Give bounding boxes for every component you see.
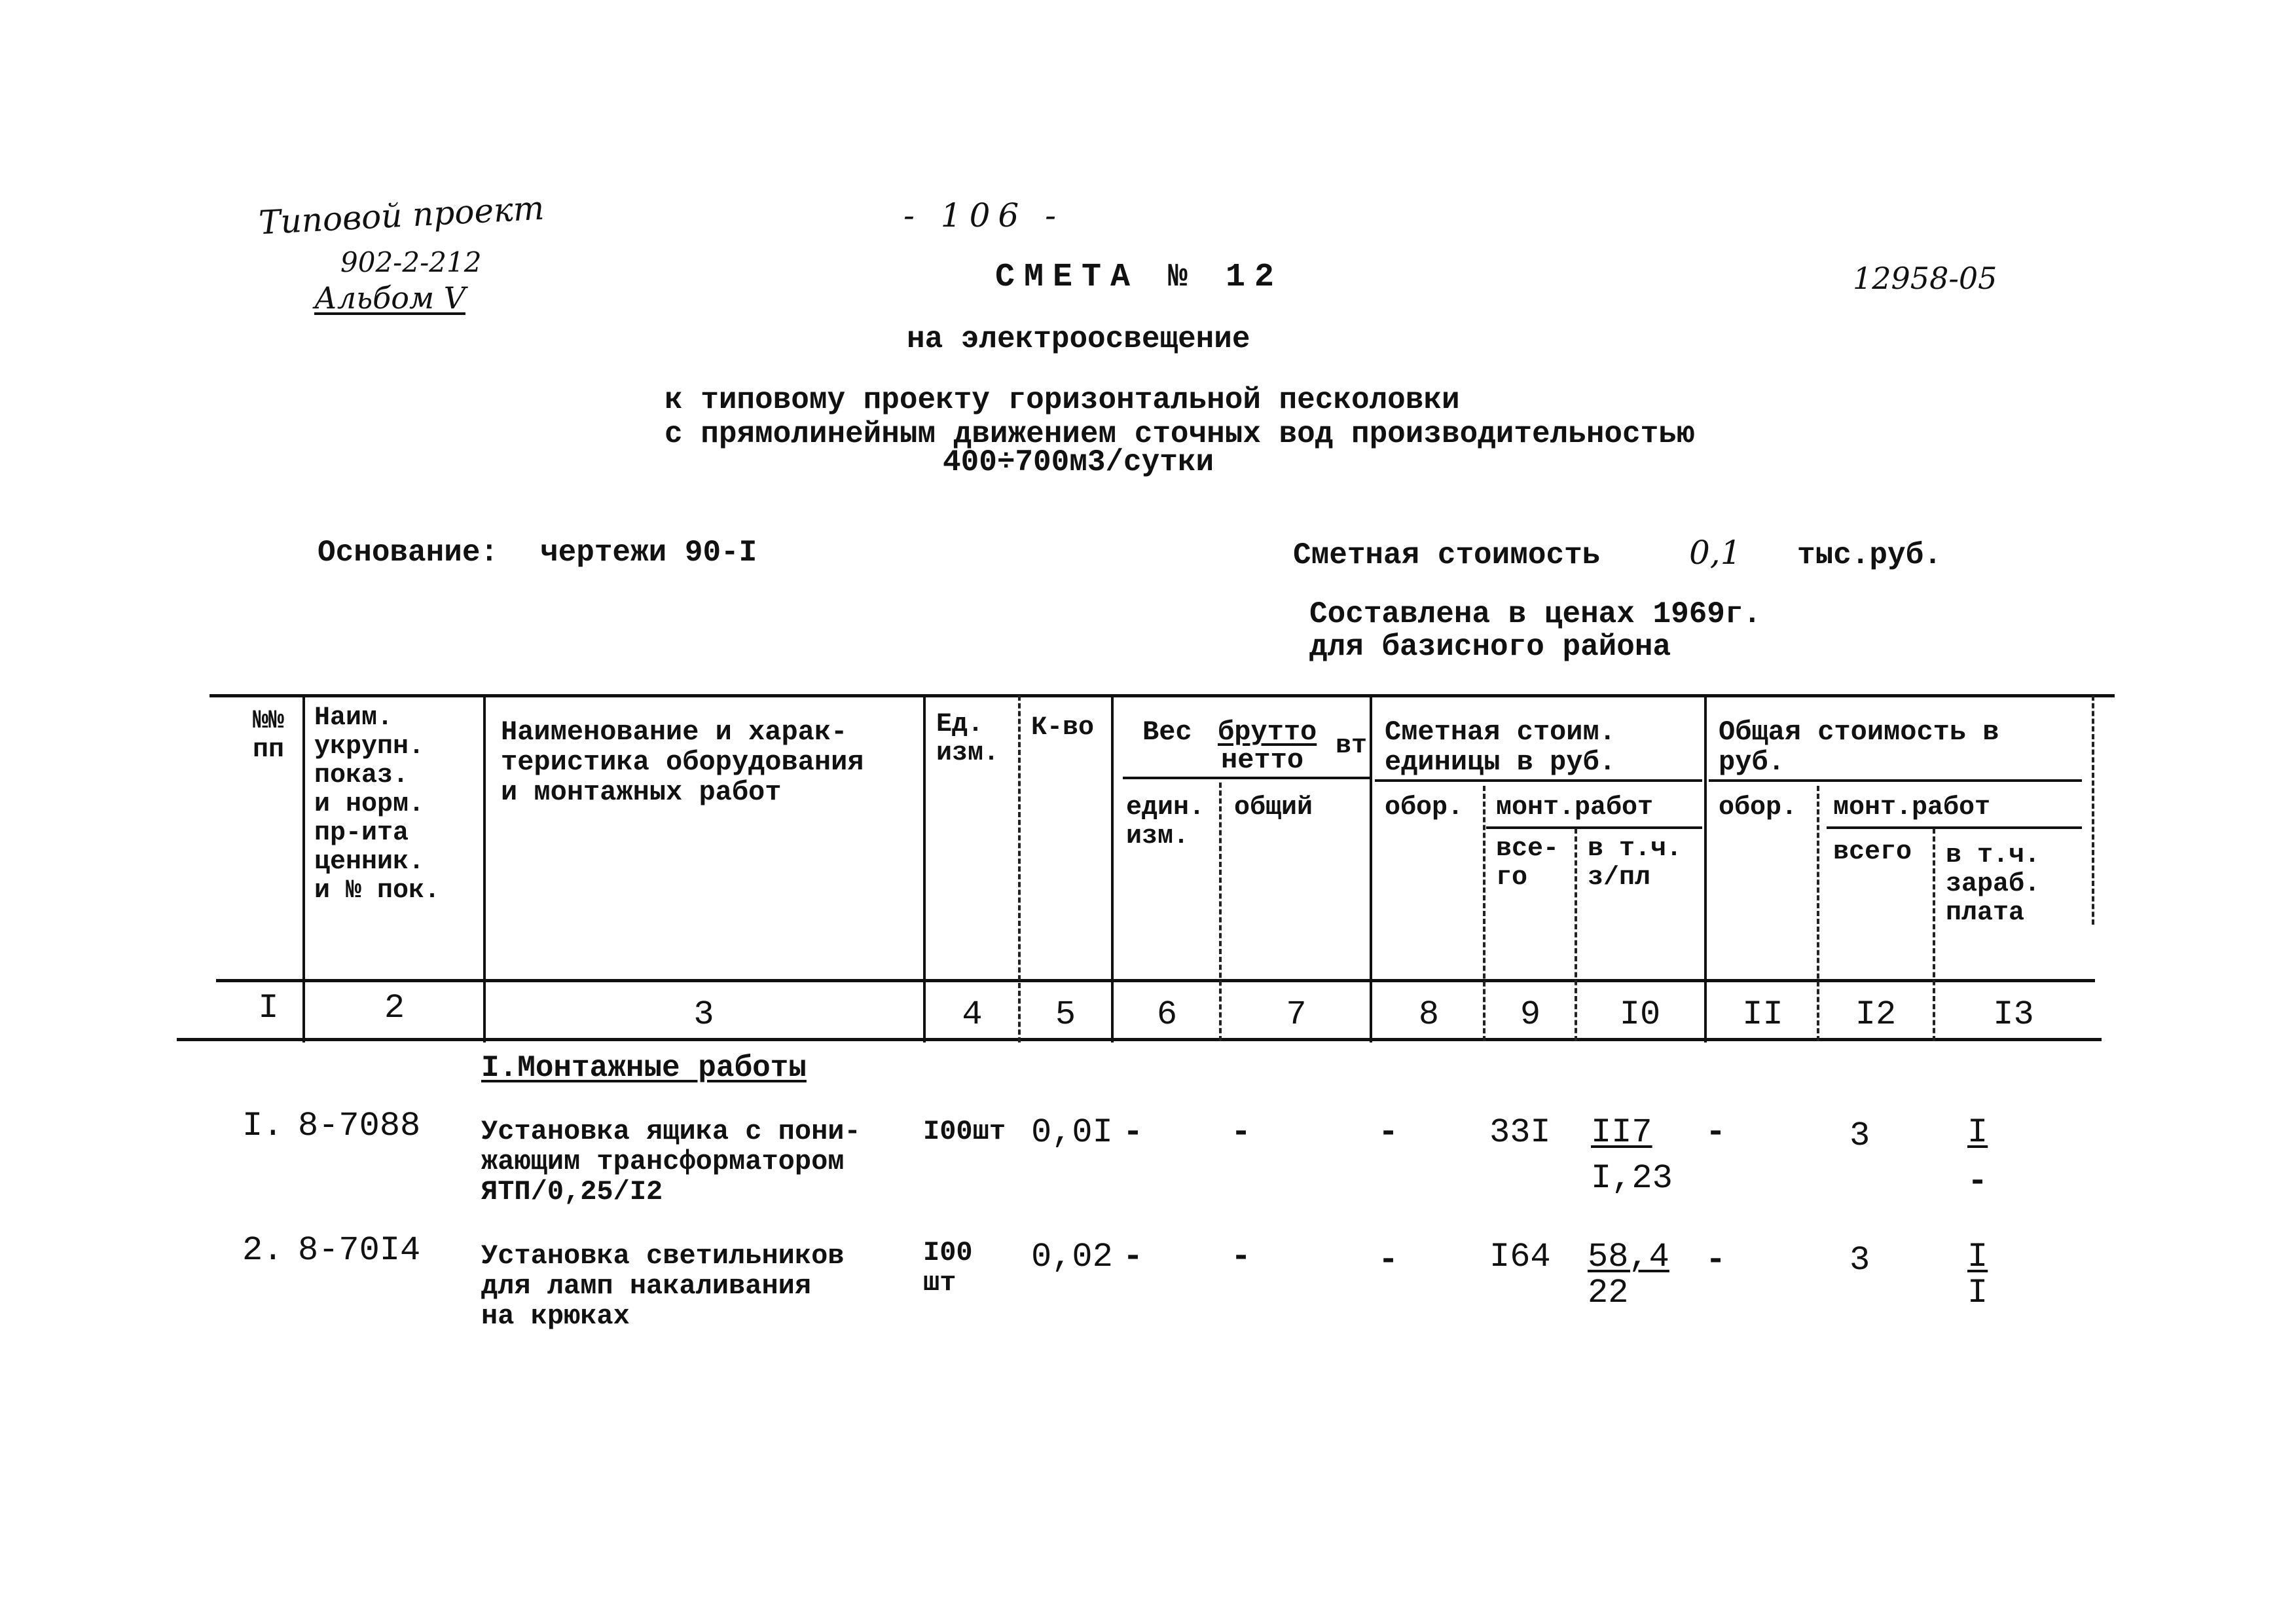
header-unit-cost-group: Сметная стоим. единицы в руб. — [1385, 716, 1616, 778]
header-col-9: все- го — [1496, 834, 1559, 893]
column-number-5: 5 — [1055, 995, 1076, 1034]
col-divider-10 — [1704, 695, 1707, 1043]
estimated-cost-unit: тыс.руб. — [1797, 538, 1942, 572]
description-line-1: к типовому проекту горизонтальной песколовки — [665, 383, 1460, 417]
row-col-10-top: 58,4 — [1588, 1238, 1669, 1276]
column-number-10: I0 — [1619, 995, 1661, 1034]
row-col-10-top: II7 — [1591, 1113, 1652, 1152]
row-col-10-bottom: 22 — [1588, 1274, 1629, 1312]
col-divider-3 — [923, 695, 926, 1043]
column-number-12: I2 — [1855, 995, 1897, 1034]
row-col-13-bottom: I — [1967, 1274, 1988, 1312]
basis-label: Основание: — [318, 536, 499, 570]
header-col-4: Ед. изм. — [936, 710, 1000, 768]
column-numbers-bottom-rule — [177, 1038, 2102, 1041]
column-number-4: 4 — [962, 995, 983, 1034]
total-cost-group-rule — [1709, 779, 2082, 782]
header-bottom-rule — [216, 979, 2095, 982]
row-col-9: I64 — [1489, 1238, 1551, 1276]
document-code: 12958-05 — [1853, 261, 1997, 296]
col-divider-13 — [2092, 695, 2094, 925]
header-weight-gross: брутто — [1218, 716, 1317, 748]
total-mont-group-rule — [1827, 826, 2082, 829]
col-divider-8 — [1483, 786, 1485, 1041]
row-quantity: 0,0I — [1031, 1113, 1113, 1152]
row-unit: I00 шт — [923, 1237, 973, 1299]
col-divider-11 — [1817, 786, 1819, 1041]
estimated-cost-label: Сметная стоимость — [1293, 538, 1601, 572]
column-number-9: 9 — [1520, 995, 1541, 1034]
description-line-3: 400÷700м3/сутки — [943, 445, 1214, 479]
col-divider-2 — [483, 695, 486, 1043]
header-col-13: в т.ч. зараб. плата — [1946, 841, 2041, 928]
header-col-5: К-во — [1031, 713, 1095, 743]
row-name: Установка ящика с пони- жающим трансформатором ЯТП/0,25/I2 — [481, 1116, 861, 1208]
header-col-3: Наименование и харак- теристика оборудования и монтажных работ — [501, 716, 864, 808]
header-total-cost-group: Общая стоимость в руб. — [1719, 716, 1999, 778]
header-total-mont-group: монт.работ — [1833, 793, 1991, 822]
row-col-11: - — [1705, 1113, 1726, 1152]
basis-value: чертежи 90-I — [540, 536, 757, 570]
prices-basis-line-1: Составлена в ценах 1969г. — [1309, 597, 1762, 631]
header-col-12: всего — [1833, 838, 1912, 867]
row-code: 8-7088 — [298, 1107, 421, 1145]
row-col-13-bottom: - — [1967, 1162, 1988, 1201]
col-divider-7 — [1370, 695, 1372, 1043]
column-number-2: 2 — [384, 989, 405, 1027]
column-number-7: 7 — [1286, 995, 1307, 1034]
col-divider-1 — [302, 695, 305, 1043]
row-unit: I00шт — [923, 1116, 1006, 1147]
document-title: СМЕТА № 12 — [995, 259, 1284, 296]
column-number-11: II — [1742, 995, 1783, 1034]
row-col-13-top: I — [1967, 1113, 1988, 1152]
stamp-album: Альбом V — [314, 280, 465, 316]
row-col-9: 33I — [1489, 1113, 1551, 1152]
column-number-13: I3 — [1993, 995, 2034, 1034]
row-col-6: - — [1123, 1113, 1144, 1152]
section-title: I.Монтажные работы — [481, 1051, 807, 1085]
column-number-6: 6 — [1156, 995, 1178, 1034]
stamp-project-number: 902-2-212 — [340, 246, 482, 278]
row-col-13-top: I — [1967, 1238, 1988, 1276]
row-col-12: 3 — [1850, 1241, 1870, 1280]
col-divider-12 — [1933, 828, 1935, 1041]
row-col-8: - — [1378, 1113, 1399, 1152]
weight-group-rule — [1123, 777, 1372, 779]
table-top-rule — [210, 694, 2115, 697]
header-col-6: един. изм. — [1126, 793, 1205, 851]
stamp-project-label: Типовой проект — [257, 189, 545, 242]
header-weight-unit: вт — [1336, 731, 1368, 761]
header-weight-prefix: Вес — [1142, 716, 1192, 748]
column-number-1: I — [258, 989, 279, 1027]
unit-cost-group-rule — [1375, 779, 1702, 782]
header-col-7: общий — [1234, 793, 1313, 822]
col-divider-6 — [1219, 783, 1222, 1041]
col-divider-4 — [1018, 695, 1021, 1043]
row-col-7: - — [1231, 1113, 1252, 1152]
column-number-8: 8 — [1418, 995, 1440, 1034]
page-number: - 106 - — [903, 196, 1065, 234]
row-col-7: - — [1231, 1238, 1252, 1276]
prices-basis-line-2: для базисного района — [1309, 630, 1671, 664]
col-divider-5 — [1111, 695, 1114, 1043]
row-col-11: - — [1705, 1241, 1726, 1280]
header-col-1: №№ пп — [252, 707, 284, 765]
row-number: 2. — [242, 1231, 283, 1270]
header-unit-mont-group: монт.работ — [1496, 793, 1654, 822]
document-subtitle: на электроосвещение — [907, 322, 1250, 356]
header-weight-net: нетто — [1221, 745, 1304, 776]
row-code: 8-70I4 — [298, 1231, 421, 1270]
row-col-8: - — [1378, 1241, 1399, 1280]
header-col-11: обор. — [1719, 793, 1798, 822]
header-col-2: Наим. укрупн. показ. и норм. пр-ита ценник. и № пок. — [314, 703, 441, 906]
row-name: Установка светильников для ламп накаливания на крюках — [481, 1240, 845, 1332]
row-number: I. — [242, 1107, 283, 1145]
row-col-6: - — [1123, 1238, 1144, 1276]
description-line-2: с прямолинейным движением сточных вод производительностью — [665, 417, 1695, 451]
estimated-cost-value: 0,1 — [1689, 534, 1741, 572]
col-divider-9 — [1575, 828, 1577, 1041]
row-col-12: 3 — [1850, 1116, 1870, 1155]
header-col-8: обор. — [1385, 793, 1464, 822]
unit-mont-group-rule — [1486, 826, 1702, 829]
row-col-10-bottom: I,23 — [1591, 1159, 1673, 1198]
header-col-10: в т.ч. з/пл — [1588, 834, 1683, 893]
column-number-3: 3 — [693, 995, 714, 1034]
row-quantity: 0,02 — [1031, 1238, 1113, 1276]
